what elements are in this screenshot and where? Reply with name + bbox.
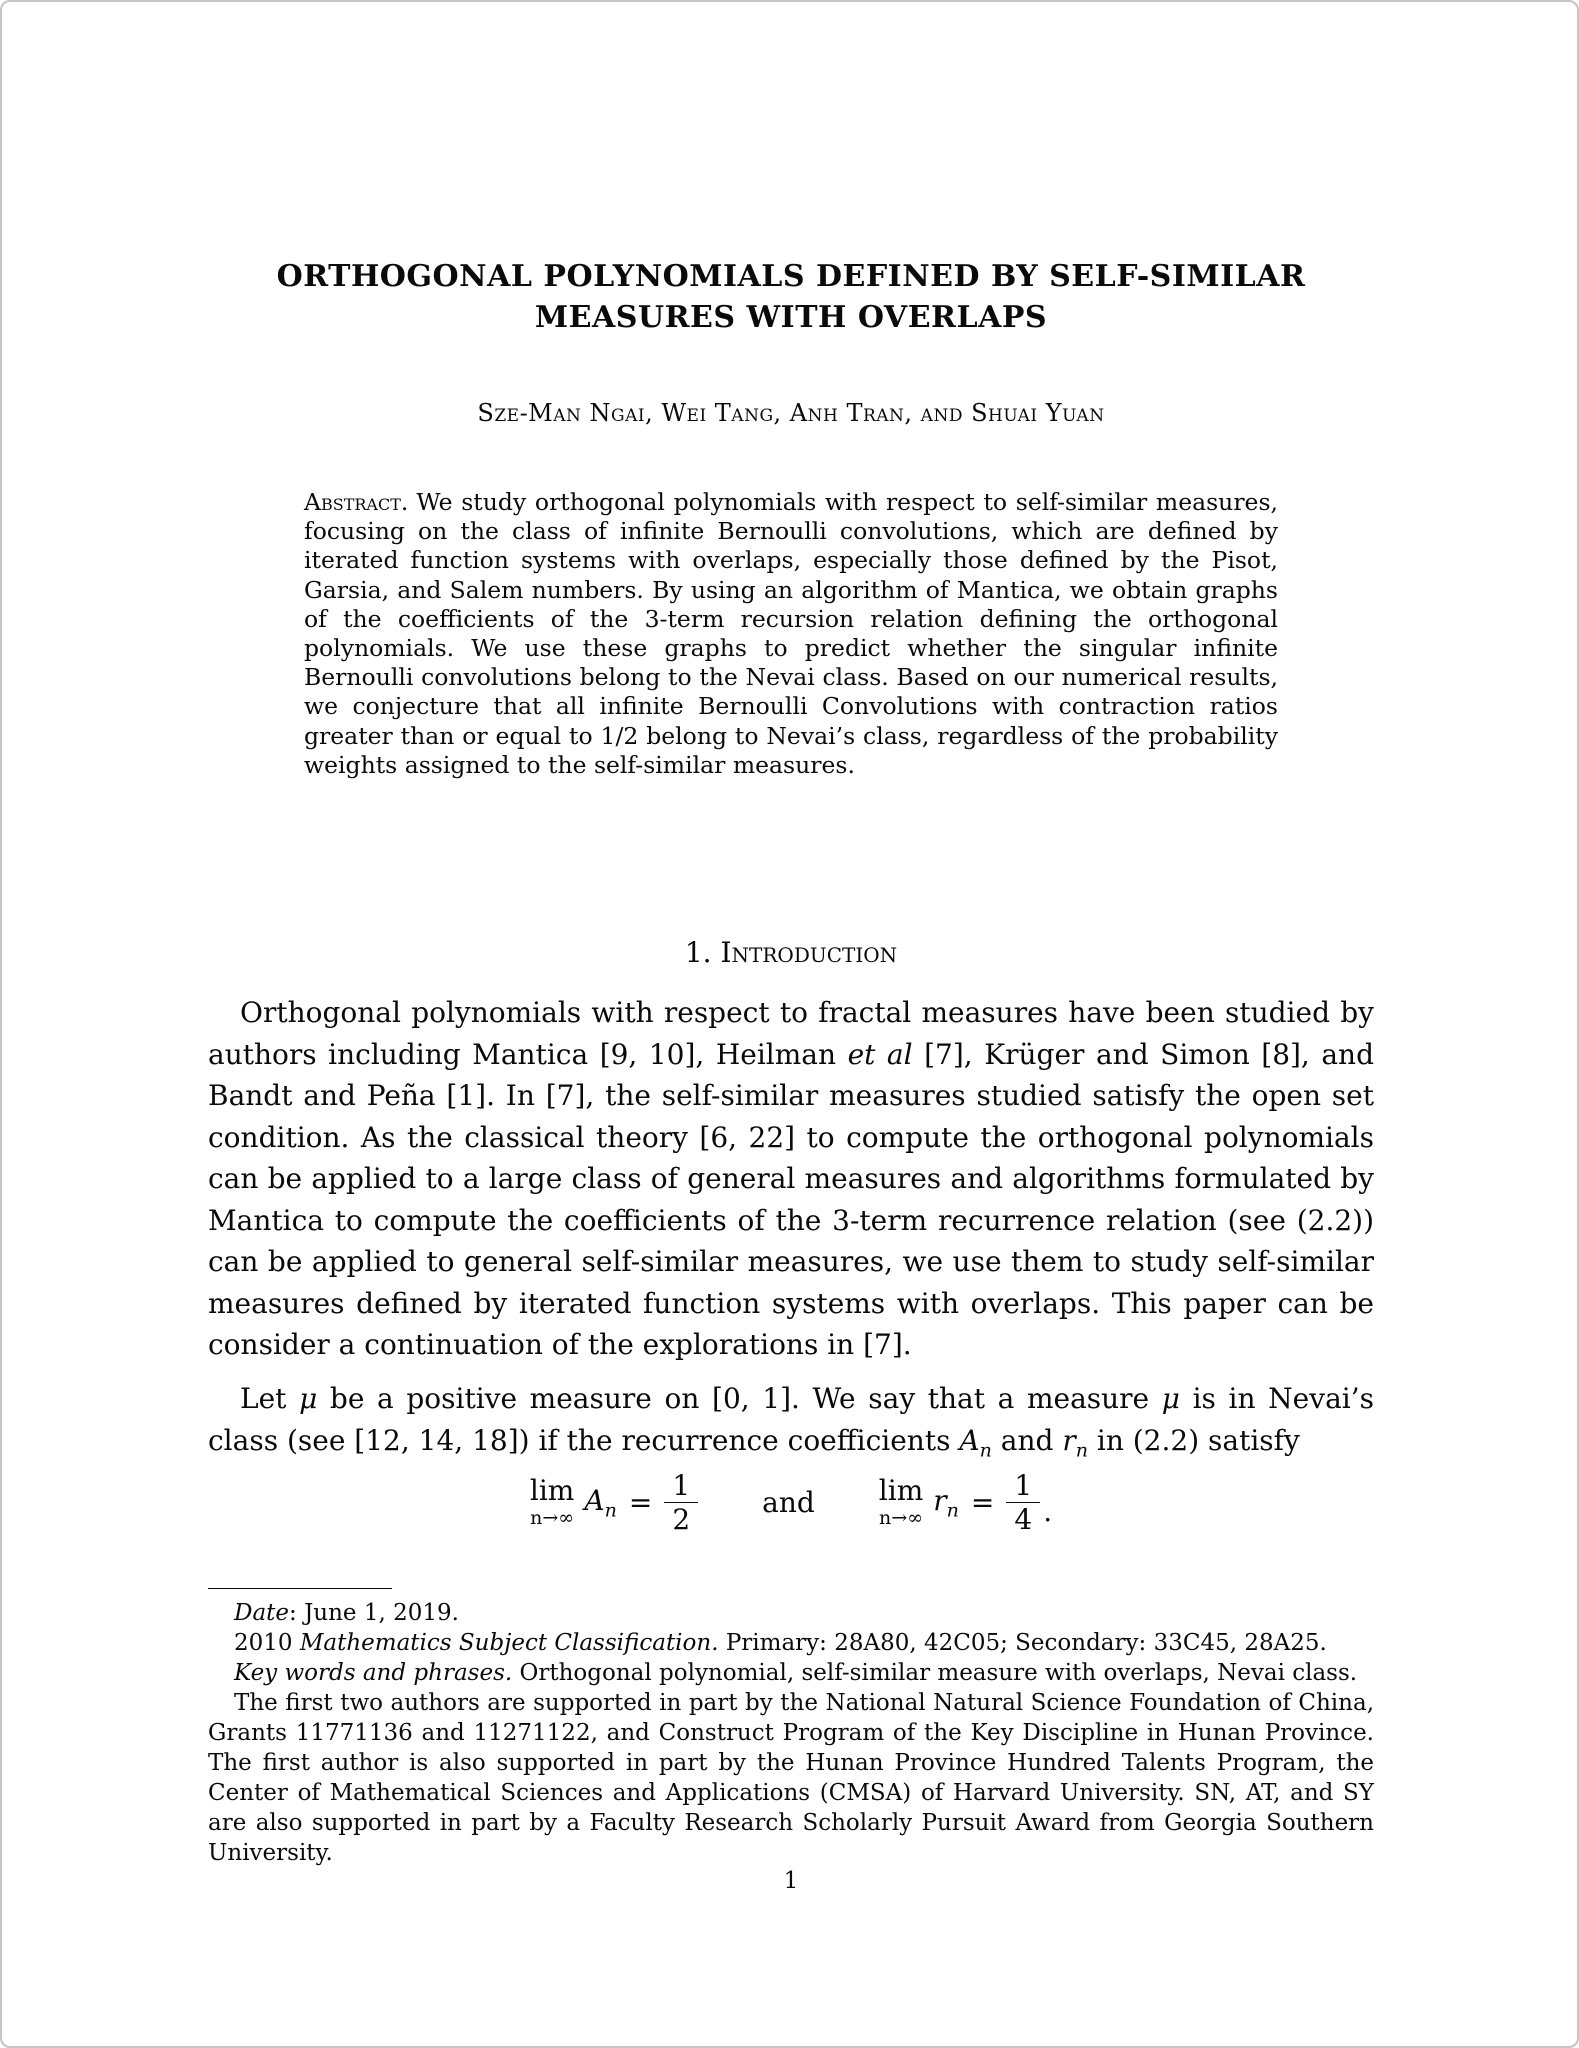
para1-segment-2: [7], Krüger and Simon [8], and Bandt and Peña [1]. In [7], the self-similar measures studied satisfy the open set condition. As the classical theory [6, 22] to compute the orthogonal polynomials can be applied to a large class of general measures and algorithms formulated by Mantica to compute the coefficients of the 3-term recurrence relation (see (2.2)) can be applied to general self-similar measures, we use them to study self-similar measures defined by iterated function systems with overlaps. This paper can be consider a continuation of the explorations in [7]. bbox=[208, 1037, 1375, 1361]
footnote-block bbox=[208, 1588, 1374, 1868]
footnote-msc-text: Primary: 28A80, 42C05; Secondary: 33C45, 28A25. bbox=[718, 1630, 1327, 1656]
lim-subscript-2: n→∞ bbox=[879, 1507, 924, 1530]
footnote-date bbox=[208, 1598, 1374, 1628]
lim-text-1: lim bbox=[529, 1474, 575, 1508]
lim-text-2: lim bbox=[878, 1474, 924, 1508]
footnote-date-label: Date bbox=[234, 1600, 290, 1626]
para2-segment-3: is in Nevai’s class (see [12, 14, 18]) if the recurrence coefficients bbox=[208, 1382, 1374, 1457]
variable-An: $A_n$ bbox=[584, 1484, 617, 1522]
footnote-acknowledgement: The first two authors are supported in part by the National Natural Science Foundation of China, Grants 11771136 and 11271122, and Construct Program of the Key Discipline in Hunan Province. The first author is also supported in part by the Hunan Province Hundred Talents Program, the Center of Mathematical Sciences and Applications (CMSA) of Harvard University. SN, AT, and SY are also supported in part by a Faculty Research Scholarly Pursuit Award from Georgia Southern University. bbox=[208, 1690, 1374, 1866]
fraction-one-fourth bbox=[1006, 1470, 1040, 1536]
footnote-msc-label: Mathematics Subject Classification. bbox=[299, 1630, 719, 1656]
para2-variable-A: A bbox=[959, 1423, 980, 1457]
equals-sign-1: = bbox=[628, 1486, 653, 1520]
fraction-1-denominator: 2 bbox=[672, 1503, 691, 1537]
para2-mu-symbol-1: μ bbox=[299, 1382, 318, 1415]
paper-title bbox=[208, 256, 1374, 338]
section-heading bbox=[208, 936, 1374, 969]
equals-sign-2: = bbox=[970, 1486, 995, 1520]
para2-segment-1: Let bbox=[240, 1382, 300, 1415]
fraction-2-numerator: 1 bbox=[1006, 1470, 1040, 1503]
lim-operator-2 bbox=[878, 1474, 924, 1530]
footnote-keywords-label: Key words and phrases. bbox=[234, 1660, 513, 1686]
para1-segment-1: Orthogonal polynomials with respect to fractal measures have been studied by authors including Mantica [9, 10], Heilman bbox=[208, 996, 1374, 1071]
equation-period: . bbox=[1043, 1495, 1053, 1529]
para2-variable-A-subscript: n bbox=[979, 1439, 992, 1462]
title-line-2: MEASURES WITH OVERLAPS bbox=[534, 300, 1048, 335]
footnote-keywords bbox=[208, 1658, 1374, 1688]
para2-segment-2: be a positive measure on [0, 1]. We say that a measure bbox=[317, 1382, 1162, 1415]
fraction-2-denominator: 4 bbox=[1014, 1503, 1033, 1537]
fraction-one-half bbox=[664, 1470, 698, 1536]
intro-paragraph-1 bbox=[208, 992, 1374, 1366]
equation-and-text: and bbox=[762, 1486, 815, 1520]
variable-rn: $r_n$ bbox=[933, 1484, 959, 1522]
fraction-1-numerator: 1 bbox=[664, 1470, 698, 1503]
title-line-1: ORTHOGONAL POLYNOMIALS DEFINED BY SELF-SIMILAR bbox=[276, 259, 1306, 294]
display-equation bbox=[208, 1470, 1374, 1536]
para2-variable-r-subscript: n bbox=[1075, 1439, 1088, 1462]
lim-operator-1 bbox=[529, 1474, 575, 1530]
abstract-text: We study orthogonal polynomials with respect to self-similar measures, focusing on the class of infinite Bernoulli convolutions, which are defined by iterated function systems with overlaps, especially those defined by the Pisot, Garsia, and Salem numbers. By using an algorithm of Mantica, we obtain graphs of the coefficients of the 3-term recursion relation defining the orthogonal polynomials. We use these graphs to predict whether the singular infinite Bernoulli convolutions belong to the Nevai class. Based on our numerical results, we conjecture that all infinite Bernoulli Convolutions with contraction ratios greater than or equal to 1/2 belong to Nevai’s class, regardless of the probability weights assigned to the self-similar measures. bbox=[304, 488, 1278, 779]
footnote-msc bbox=[208, 1628, 1374, 1658]
lim-subscript-1: n→∞ bbox=[530, 1507, 575, 1530]
abstract-section bbox=[304, 488, 1278, 780]
para2-variable-r: r bbox=[1062, 1423, 1076, 1457]
para1-etal-italic: et al bbox=[847, 1037, 913, 1071]
page-number: 1 bbox=[783, 1868, 799, 1894]
authors-line: Sze-Man Ngai, Wei Tang, Anh Tran, and Shuai Yuan bbox=[477, 399, 1105, 427]
para2-mu-symbol-2: μ bbox=[1161, 1382, 1180, 1415]
para2-segment-4: and bbox=[991, 1423, 1063, 1457]
footnote-msc-prefix: 2010 bbox=[234, 1630, 300, 1656]
abstract-label: Abstract. bbox=[304, 488, 409, 516]
intro-paragraph-2 bbox=[208, 1378, 1374, 1472]
footnote-date-text: : June 1, 2019. bbox=[289, 1600, 459, 1626]
footnote-keywords-text: Orthogonal polynomial, self-similar measure with overlaps, Nevai class. bbox=[512, 1660, 1358, 1686]
section-heading-text: 1. Introduction bbox=[684, 936, 898, 969]
footnote-divider bbox=[208, 1588, 392, 1589]
para2-segment-5: in (2.2) satisfy bbox=[1087, 1423, 1300, 1457]
